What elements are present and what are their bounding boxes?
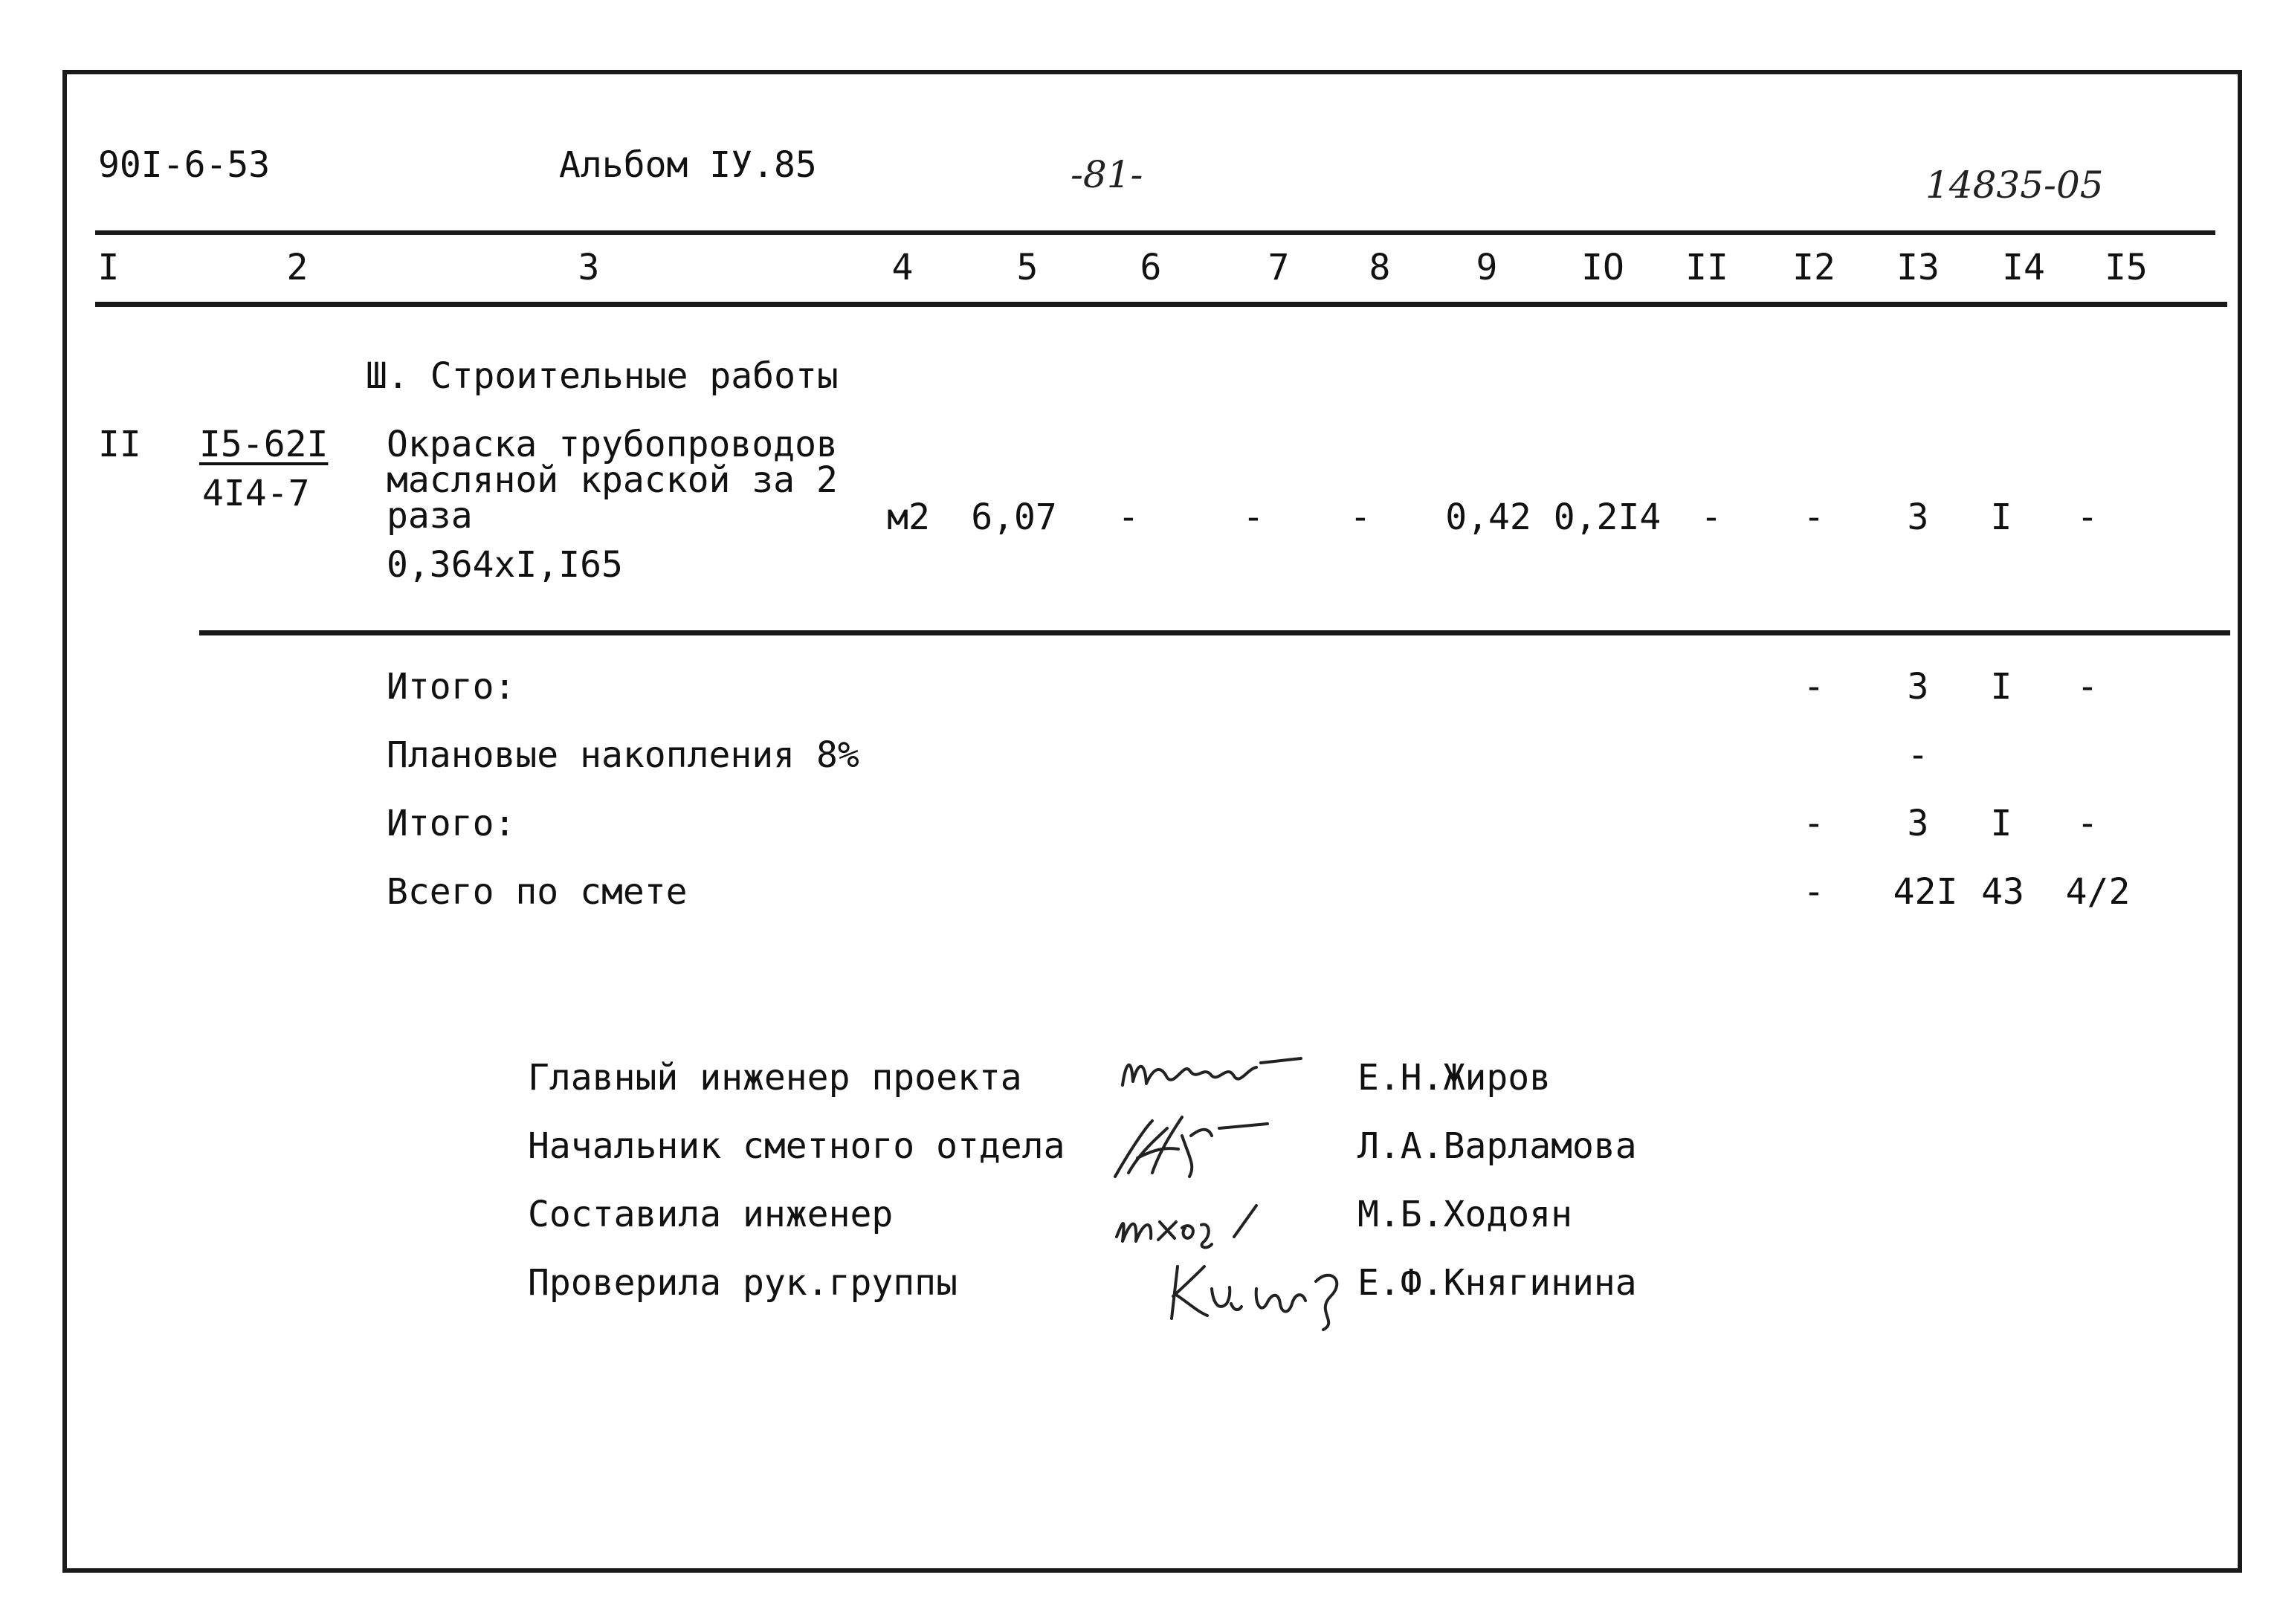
col-header-12: I2 — [1792, 247, 1835, 288]
description-line-3: раза — [387, 495, 473, 537]
col-header-2: 2 — [286, 247, 309, 288]
col-header-10: IO — [1581, 247, 1624, 288]
total-c15: - — [2076, 666, 2099, 708]
grand-total-c12: - — [1803, 871, 1825, 913]
col-header-5: 5 — [1016, 247, 1039, 288]
cell-6: - — [1117, 496, 1140, 538]
album-label: Альбом IУ.85 — [559, 144, 817, 186]
header-rule-top — [95, 230, 2215, 235]
cell-11: - — [1700, 496, 1722, 538]
header-rule-bottom — [95, 302, 2227, 307]
description-line-1: Окраска трубопроводов — [387, 424, 838, 465]
total-c13: 3 — [1907, 666, 1929, 708]
total-c12: - — [1803, 666, 1825, 708]
planned-savings-c13: - — [1907, 734, 1929, 776]
unit: м2 — [887, 496, 930, 538]
cell-12: - — [1803, 496, 1825, 538]
signatory-role-4: Проверила рук.группы — [528, 1262, 958, 1304]
grand-total-label: Всего по смете — [387, 871, 688, 913]
totals-rule — [199, 630, 2230, 635]
description-line-2: масляной краской за 2 — [387, 459, 838, 501]
signature-image-2 — [1108, 1106, 1279, 1188]
cell-8: - — [1349, 496, 1372, 538]
archive-number: 14835-05 — [1925, 164, 2104, 207]
signature-image-4 — [1167, 1252, 1360, 1333]
norm-code: I5-62I — [199, 424, 329, 465]
col-header-3: 3 — [578, 247, 600, 288]
subtotal-c12: - — [1803, 803, 1825, 844]
signatory-name-1: Е.Н.Жиров — [1357, 1057, 1551, 1099]
grand-total-c15: 4/2 — [2065, 871, 2131, 913]
planned-savings-label: Плановые накопления 8% — [387, 734, 859, 776]
signatory-name-3: М.Б.Ходоян — [1357, 1194, 1572, 1235]
col-header-13: I3 — [1896, 247, 1940, 288]
quantity: 6,07 — [971, 496, 1057, 538]
subtotal-label: Итого: — [387, 803, 516, 844]
cell-14: I — [1990, 496, 2012, 538]
col-header-4: 4 — [891, 247, 914, 288]
col-header-15: I5 — [2105, 247, 2148, 288]
cell-13: 3 — [1907, 496, 1929, 538]
cell-7: - — [1242, 496, 1265, 538]
page-number: -81- — [1071, 153, 1143, 196]
col-header-14: I4 — [2002, 247, 2045, 288]
subtotal-c14: I — [1990, 803, 2012, 844]
section-title: Ш. Строительные работы — [366, 355, 839, 397]
cell-15: - — [2076, 496, 2099, 538]
grand-total-c13: 42I — [1893, 871, 1958, 913]
signatory-role-2: Начальник сметного отдела — [528, 1125, 1065, 1167]
col-header-11: II — [1685, 247, 1728, 288]
col-header-6: 6 — [1140, 247, 1162, 288]
doc-code: 90I-6-53 — [98, 144, 271, 186]
price-code: 4I4-7 — [202, 473, 310, 514]
cell-10: 0,2I4 — [1553, 496, 1662, 538]
col-header-8: 8 — [1369, 247, 1391, 288]
subtotal-c15: - — [2076, 803, 2099, 844]
signature-image-1 — [1115, 1041, 1308, 1107]
row-position: II — [98, 424, 141, 465]
col-header-1: I — [97, 247, 120, 288]
cell-9: 0,42 — [1445, 496, 1531, 538]
signature-image-3 — [1108, 1192, 1286, 1259]
col-header-7: 7 — [1268, 247, 1290, 288]
grand-total-c14: 43 — [1981, 871, 2024, 913]
total-c14: I — [1990, 666, 2012, 708]
quantity-formula: 0,364хI,I65 — [387, 544, 623, 586]
signatory-name-4: Е.Ф.Княгинина — [1357, 1262, 1637, 1304]
total-label: Итого: — [387, 666, 516, 708]
col-header-9: 9 — [1476, 247, 1498, 288]
signatory-name-2: Л.А.Варламова — [1357, 1125, 1637, 1167]
signatory-role-1: Главный инженер проекта — [528, 1057, 1022, 1099]
subtotal-c13: 3 — [1907, 803, 1929, 844]
signatory-role-3: Составила инженер — [528, 1194, 894, 1235]
